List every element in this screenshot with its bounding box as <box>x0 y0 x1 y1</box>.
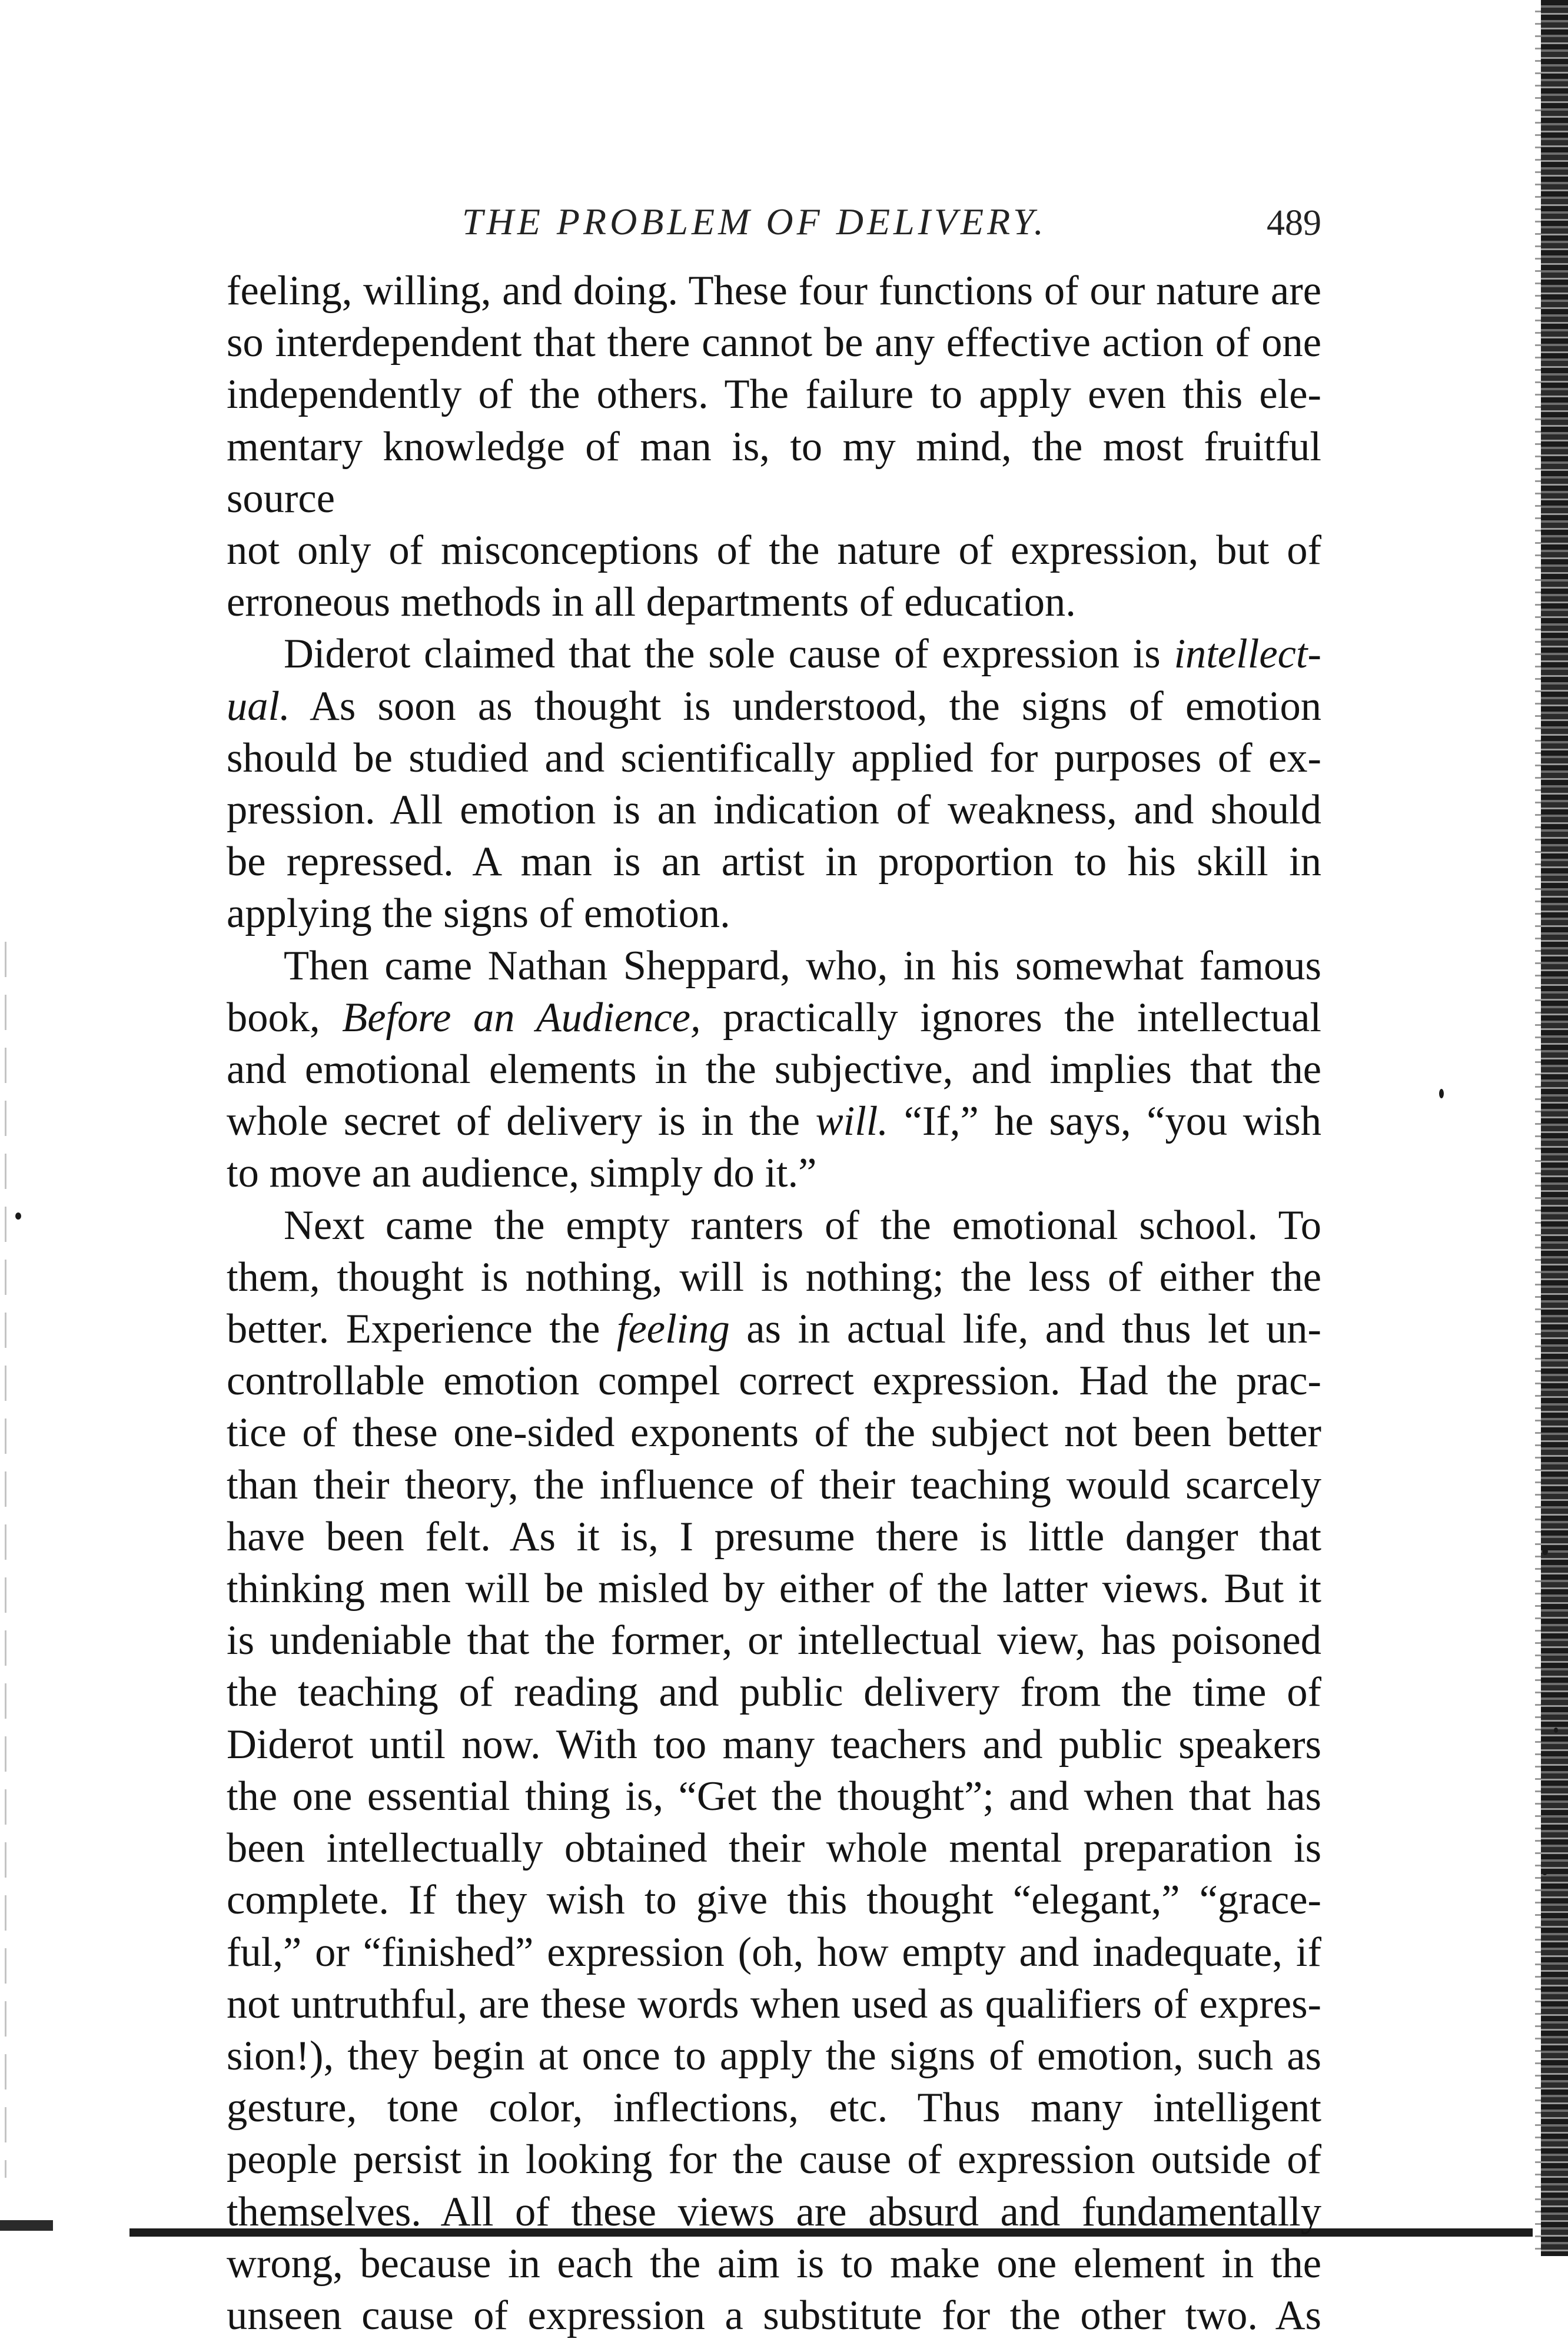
text-line: applying the signs of emotion. <box>227 891 730 937</box>
text-line: than their theory, the influence of their teaching would scarcely <box>227 1461 1321 1508</box>
text-line <box>227 1095 1321 1147</box>
text-line: tice of these one-sided exponents of the subject not been better <box>227 1410 1321 1456</box>
text-line: themselves. All of these views are absurd and fundamentally <box>227 2188 1321 2235</box>
scan-corner-mark <box>0 2220 53 2231</box>
text-line: them, thought is nothing, will is nothing; the less of either the <box>227 1254 1321 1300</box>
text-line: not untruthful, are these words when used as qualifiers of expres- <box>227 1981 1321 2027</box>
text-line <box>227 1303 1321 1355</box>
scan-margin-artifact <box>5 942 6 2178</box>
text-line: been intellectually obtained their whole mental preparation is <box>227 1825 1321 1872</box>
text-line: and emotional elements in the subjective, and implies that the <box>227 1047 1321 1093</box>
book-binding-edge <box>1541 0 1568 2256</box>
text-run: Diderot claimed that the sole cause of expression is <box>284 631 1174 677</box>
text-line: to move an audience, simply do it.” <box>227 1150 817 1197</box>
scan-speck <box>1542 1548 1548 1555</box>
text-line: sion!), they begin at once to apply the signs of emotion, such as <box>227 2032 1321 2079</box>
running-head <box>227 200 1321 265</box>
text-line: independently of the others. The failure to apply even this ele- <box>227 371 1321 418</box>
italic-word: will. <box>815 1098 889 1145</box>
text-run: whole secret of delivery is in the <box>227 1098 816 1145</box>
paragraph <box>227 940 1321 1200</box>
text-line: pression. All emotion is an indication of weakness, and should <box>227 787 1321 833</box>
italic-word: intellect- <box>1174 631 1321 677</box>
text-line: feeling, willing, and doing. These four functions of our nature are <box>227 268 1321 314</box>
text-run: As soon as thought is understood, the signs of emotion <box>290 683 1321 729</box>
text-line: the teaching of reading and public delivery from the time of <box>227 1669 1321 1716</box>
text-line: people persist in looking for the cause of expression outside of <box>227 2137 1321 2183</box>
text-line: gesture, tone color, inflections, etc. Thus many intelligent <box>227 2085 1321 2131</box>
text-line: ful,” or “finished” expression (oh, how empty and inadequate, if <box>227 1929 1321 1975</box>
italic-word: feeling <box>616 1306 730 1353</box>
text-line: Diderot until now. With too many teachers and public speakers <box>227 1721 1321 1768</box>
text-line <box>227 680 1321 732</box>
text-line: unseen cause of expression a substitute for the other two. As <box>227 2292 1321 2338</box>
paragraph <box>227 628 1321 939</box>
text-line <box>227 992 1321 1044</box>
text-line: wrong, because in each the aim is to make one element in the <box>227 2240 1321 2287</box>
text-line: have been felt. As it is, I presume there is little danger that <box>227 1513 1321 1560</box>
scan-speck <box>1542 1869 1547 1875</box>
book-page <box>227 200 1321 2341</box>
body-text <box>227 265 1321 2341</box>
text-run: “If,” he says, “you wish <box>888 1098 1321 1145</box>
text-line: the one essential thing is, “Get the thought”; and when that has <box>227 1773 1321 1819</box>
text-run: better. Experience the <box>227 1306 617 1353</box>
text-line: complete. If they wish to give this thought “elegant,” “grace- <box>227 1877 1321 1924</box>
paragraph <box>227 265 1321 628</box>
text-line: Next came the empty ranters of the emotional school. To <box>284 1202 1321 1248</box>
italic-word: ual. <box>227 683 290 729</box>
text-line <box>227 628 1321 680</box>
book-title: Before an Audience, <box>342 994 701 1041</box>
text-line: be repressed. A man is an artist in proportion to his skill in <box>227 839 1321 885</box>
scan-speck <box>1439 1089 1444 1098</box>
text-line: thinking men will be misled by either of the latter views. But it <box>227 1566 1321 1612</box>
running-title: THE PROBLEM OF DELIVERY. <box>462 201 1047 242</box>
text-run: as in actual life, and thus let un- <box>729 1306 1321 1353</box>
text-line: mentary knowledge of man is, to my mind, the most fruitful source <box>227 423 1321 521</box>
text-line: so interdependent that there cannot be any effective action of one <box>227 320 1321 366</box>
scan-speck <box>1554 1728 1558 1733</box>
text-line: is undeniable that the former, or intellectual view, has poisoned <box>227 1617 1321 1664</box>
page-number: 489 <box>1267 203 1321 243</box>
text-run: practically ignores the intellectual <box>700 994 1321 1041</box>
text-line: should be studied and scientifically applied for purposes of ex- <box>227 735 1321 781</box>
scan-speck <box>15 1212 21 1220</box>
paragraph <box>227 1200 1321 2341</box>
text-line: erroneous methods in all departments of education. <box>227 579 1076 626</box>
text-line: controllable emotion compel correct expression. Had the prac- <box>227 1358 1321 1404</box>
text-line: not only of misconceptions of the nature of expression, but of <box>227 527 1321 574</box>
text-line: Then came Nathan Sheppard, who, in his somewhat famous <box>284 942 1321 989</box>
text-run: book, <box>227 994 343 1041</box>
